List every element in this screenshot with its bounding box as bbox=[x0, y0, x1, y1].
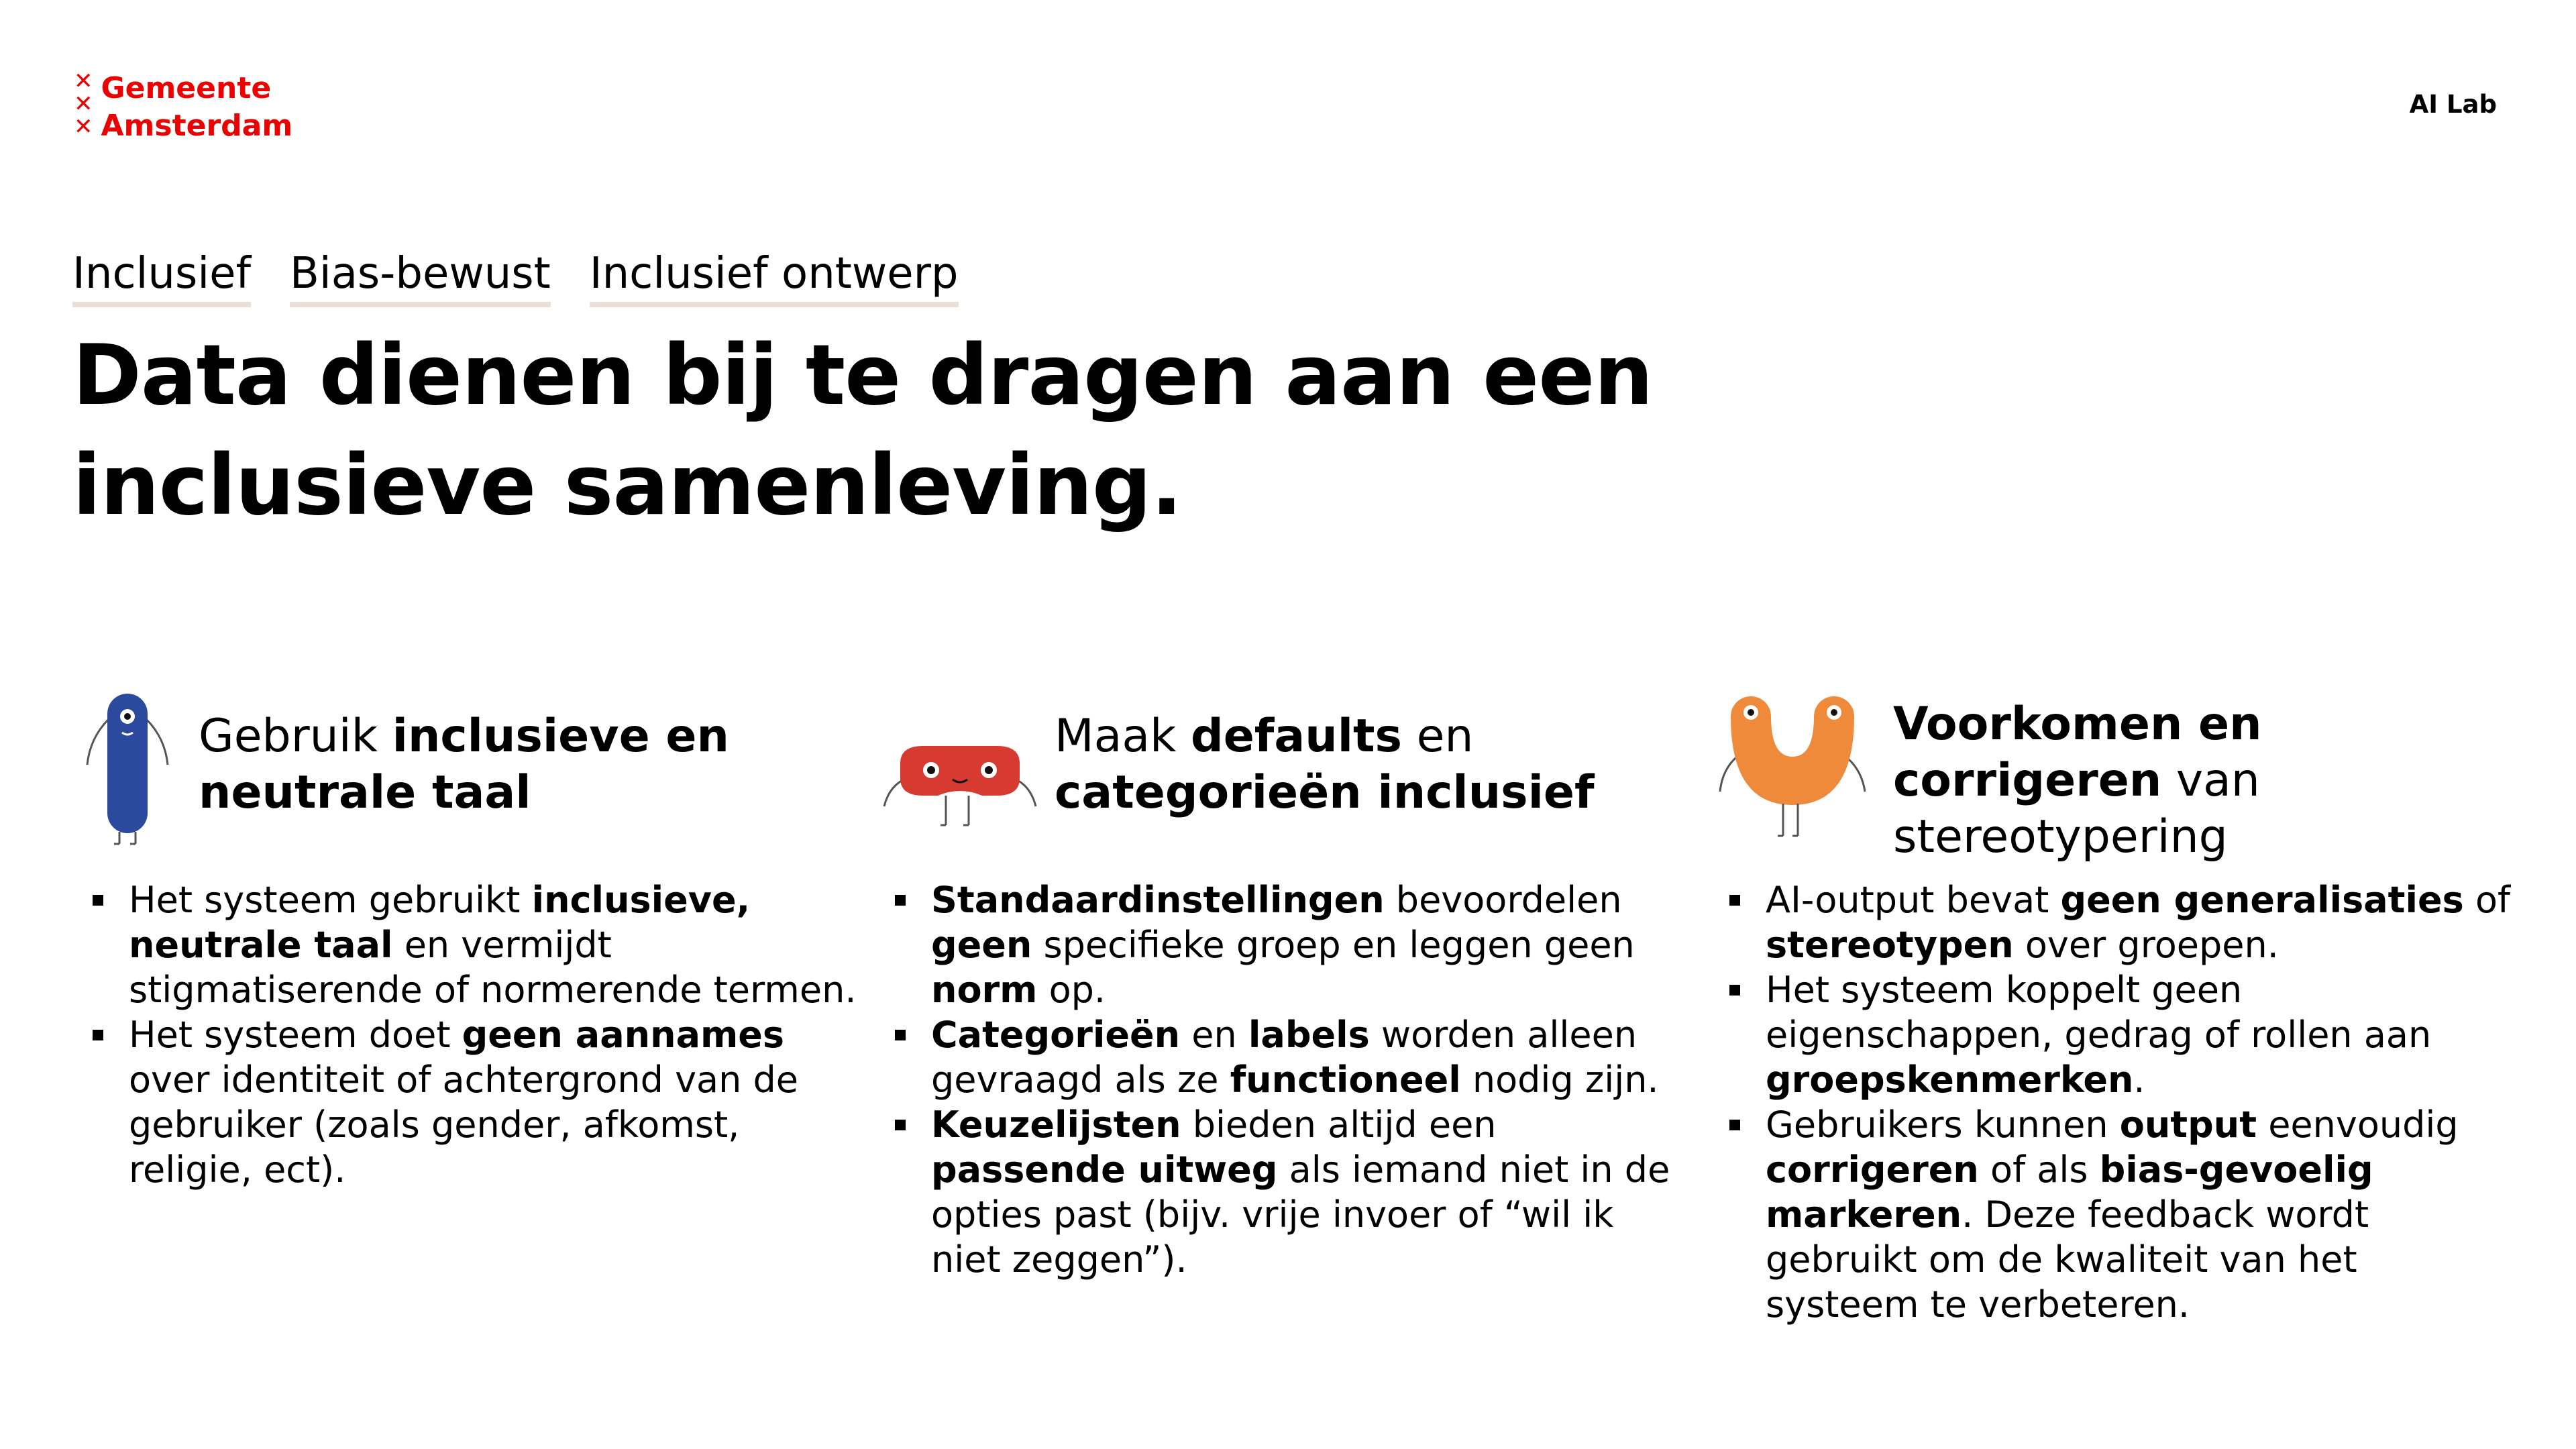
list-item: Keuzelijsten bieden altijd een passende uitweg als iemand niet in de opties past (bijv. vrije invoer of “wil ik niet zeggen”). bbox=[894, 1102, 1692, 1282]
principle-2-heading bbox=[1055, 708, 1688, 821]
red-mask-character-icon bbox=[883, 684, 1037, 845]
heading-2-part-3: en bbox=[1401, 710, 1474, 763]
principle-3-points bbox=[1728, 877, 2520, 1327]
tag-inclusief-ontwerp: Inclusief ontwerp bbox=[590, 246, 959, 307]
principle-3-heading bbox=[1893, 696, 2522, 865]
blue-capsule-character-icon bbox=[80, 684, 174, 845]
list-item: Het systeem gebruikt inclusieve, neutrale taal en vermijdt stigmatiserende of normerende termen. bbox=[91, 877, 863, 1012]
heading-2-part-1: Maak bbox=[1055, 710, 1191, 763]
heading-2-part-4: categorieën inclusief bbox=[1055, 766, 1595, 819]
logo-line-1: Gemeente bbox=[101, 71, 272, 105]
list-item: Gebruikers kunnen output eenvoudig corrigeren of als bias-gevoelig markeren. Deze feedback wordt gebruikt om de kwaliteit van het systeem te verbeteren. bbox=[1728, 1102, 2520, 1327]
tag-list bbox=[72, 246, 959, 307]
gemeente-amsterdam-logo bbox=[74, 70, 292, 145]
heading-1-part-2: inclusieve en neutrale taal bbox=[199, 710, 729, 819]
list-item: Categorieën en labels worden alleen gevraagd als ze functioneel nodig zijn. bbox=[894, 1012, 1692, 1102]
principle-column-2 bbox=[883, 684, 1688, 1281]
logo-wordmark bbox=[101, 70, 293, 145]
orange-arch-character-icon bbox=[1717, 684, 1872, 845]
heading-1-part-1: Gebruik bbox=[199, 710, 392, 763]
principle-column-1 bbox=[80, 684, 859, 1191]
list-item: Standaardinstellingen bevoordelen geen specifieke groep en leggen geen norm op. bbox=[894, 877, 1692, 1012]
heading-3-part-1: Voorkomen en corrigeren bbox=[1893, 698, 2262, 807]
list-item: Het systeem koppelt geen eigenschappen, gedrag of rollen aan groepskenmerken. bbox=[1728, 967, 2520, 1102]
ai-lab-label: AI Lab bbox=[2409, 90, 2497, 119]
heading-3-part-2: van stereotypering bbox=[1893, 754, 2260, 863]
tag-inclusief: Inclusief bbox=[72, 246, 251, 307]
list-item: AI-output bevat geen generalisaties of stereotypen over groepen. bbox=[1728, 877, 2520, 967]
principle-1-points bbox=[91, 877, 863, 1192]
principle-1-heading bbox=[199, 708, 859, 821]
amsterdam-crosses-icon: ✕ ✕ ✕ bbox=[74, 68, 93, 140]
principle-column-3 bbox=[1717, 684, 2522, 1326]
tag-bias-bewust: Bias-bewust bbox=[290, 246, 551, 307]
heading-2-part-2: defaults bbox=[1191, 710, 1402, 763]
page-title: Data dienen bij te dragen aan een inclusieve samenleving. bbox=[72, 327, 1653, 534]
logo-line-2: Amsterdam bbox=[101, 109, 293, 143]
list-item: Het systeem doet geen aannames over identiteit of achtergrond van de gebruiker (zoals gender, afkomst, religie, ect). bbox=[91, 1012, 863, 1192]
principle-2-points bbox=[894, 877, 1692, 1282]
